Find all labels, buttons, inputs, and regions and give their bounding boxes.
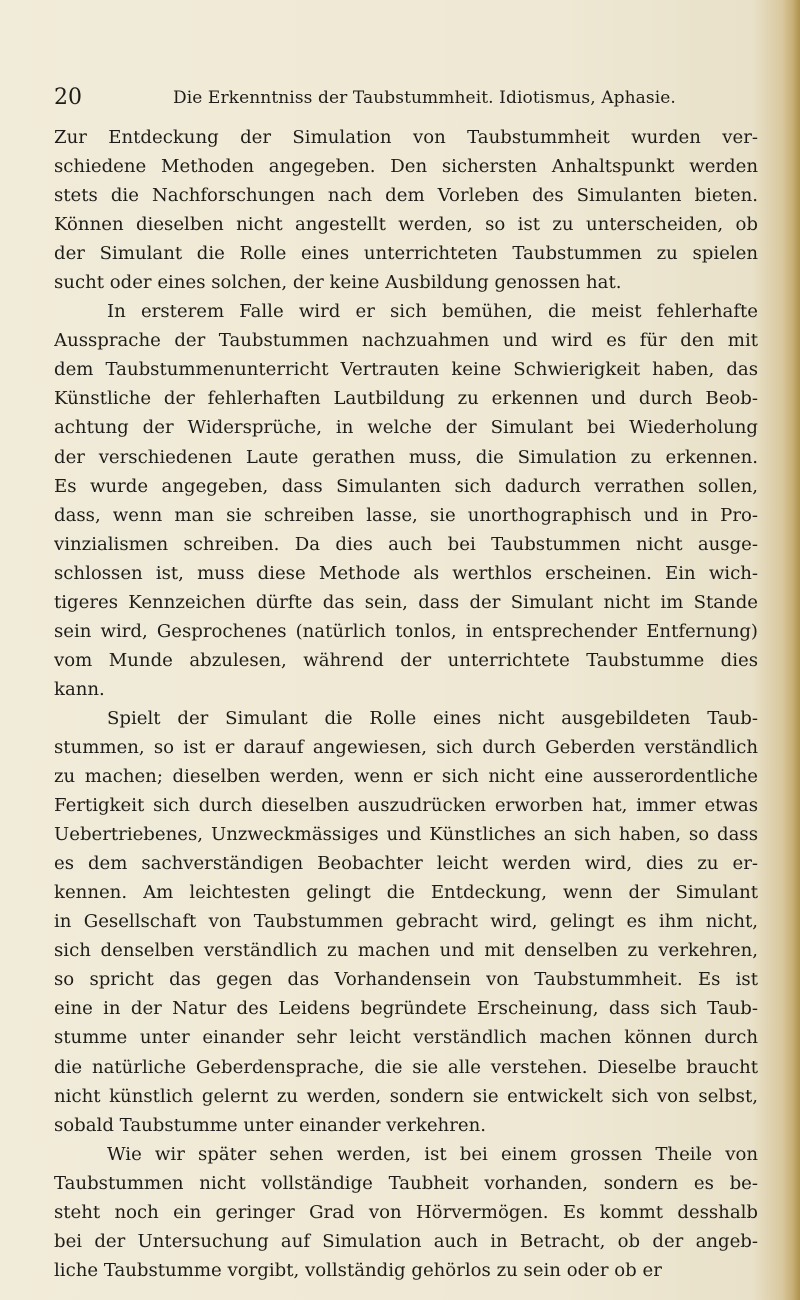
text-line: nicht künstlich gelernt zu werden, sondern sie entwickelt sich von selbst, [54,1085,758,1107]
page-edge-shadow [782,0,800,1300]
text-line: kann. [54,678,105,700]
page-header [54,84,754,112]
text-line: in Gesellschaft von Taubstummen gebracht wird, gelingt es ihm nicht, [54,911,758,933]
text-line: stets die Nachforschungen nach dem Vorleben des Simulanten bieten. [54,185,758,207]
text-line: In ersterem Falle wird er sich bemühen, die meist fehlerhafte [107,301,758,323]
text-line: steht noch ein geringer Grad von Hörvermögen. Es kommt desshalb [54,1201,758,1223]
text-line: Spielt der Simulant die Rolle eines nicht ausgebildeten Taub- [107,707,758,729]
text-line: Können dieselben nicht angestellt werden, so ist zu unterscheiden, ob [54,214,758,236]
text-line: Fertigkeit sich durch dieselben auszudrücken erworben hat, immer etwas [54,795,758,817]
text-line: Zur Entdeckung der Simulation von Taubstummheit wurden ver- [54,127,758,148]
text-line: vom Munde abzulesen, während der unterrichtete Taubstumme dies [54,649,758,671]
text-line: sobald Taubstumme unter einander verkehren. [54,1114,486,1136]
text-line: Wie wir später sehen werden, ist bei einem grossen Theile von [107,1143,758,1165]
text-line: kennen. Am leichtesten gelingt die Entdeckung, wenn der Simulant [54,882,758,904]
text-line: liche Taubstumme vorgibt, vollständig gehörlos zu sein oder ob er [54,1259,662,1281]
text-line: dass, wenn man sie schreiben lasse, sie unorthographisch und in Pro- [54,504,758,526]
text-line: sich denselben verständlich zu machen und mit denselben zu verkehren, [54,940,758,962]
text-line: der verschiedenen Laute gerathen muss, die Simulation zu erkennen. [54,446,758,468]
text-line: stumme unter einander sehr leicht verständlich machen können durch [54,1027,758,1049]
page-number: 20 [54,85,82,110]
text-line: bei der Untersuchung auf Simulation auch in Betracht, ob der angeb- [54,1230,758,1252]
text-line: vinzialismen schreiben. Da dies auch bei Taubstummen nicht ausge- [54,533,758,555]
text-line: so spricht das gegen das Vorhandensein von Taubstummheit. Es ist [54,969,758,991]
text-line: sein wird, Gesprochenes (natürlich tonlos, in entsprechender Entfernung) [54,620,758,642]
text-line: Es wurde angegeben, dass Simulanten sich dadurch verrathen sollen, [54,475,758,497]
text-line: Aussprache der Taubstummen nachzuahmen und wird es für den mit [54,330,758,352]
text-line: Uebertriebenes, Unzweckmässiges und Künstliches an sich haben, so dass [54,824,758,846]
text-line: Taubstummen nicht vollständige Taubheit vorhanden, sondern es be- [54,1172,758,1194]
text-line: schlossen ist, muss diese Methode als werthlos erscheinen. Ein wich- [54,562,758,584]
text-line: es dem sachverständigen Beobachter leicht werden wird, dies zu er- [54,853,758,875]
running-head: Die Erkenntniss der Taubstummheit. Idiotismus, Aphasie. [173,88,676,108]
text-line: Künstliche der fehlerhaften Lautbildung zu erkennen und durch Beob- [54,388,758,410]
text-line: achtung der Widersprüche, in welche der Simulant bei Wiederholung [54,417,758,439]
body-text [54,123,758,1285]
text-line: dem Taubstummenunterricht Vertrauten keine Schwierigkeit haben, das [54,359,758,381]
text-line: die natürliche Geberdensprache, die sie alle verstehen. Dieselbe braucht [54,1056,758,1078]
text-line: zu machen; dieselben werden, wenn er sich nicht eine ausserordentliche [54,766,758,788]
text-line: schiedene Methoden angegeben. Den sichersten Anhaltspunkt werden [54,156,758,178]
text-line: tigeres Kennzeichen dürfte das sein, dass der Simulant nicht im Stande [54,591,758,613]
text-line: sucht oder eines solchen, der keine Ausbildung genossen hat. [54,272,622,294]
text-line: der Simulant die Rolle eines unterrichteten Taubstummen zu spielen [54,243,758,265]
text-line: eine in der Natur des Leidens begründete Erscheinung, dass sich Taub- [54,998,758,1020]
text-line: stummen, so ist er darauf angewiesen, sich durch Geberden verständlich [54,736,758,758]
